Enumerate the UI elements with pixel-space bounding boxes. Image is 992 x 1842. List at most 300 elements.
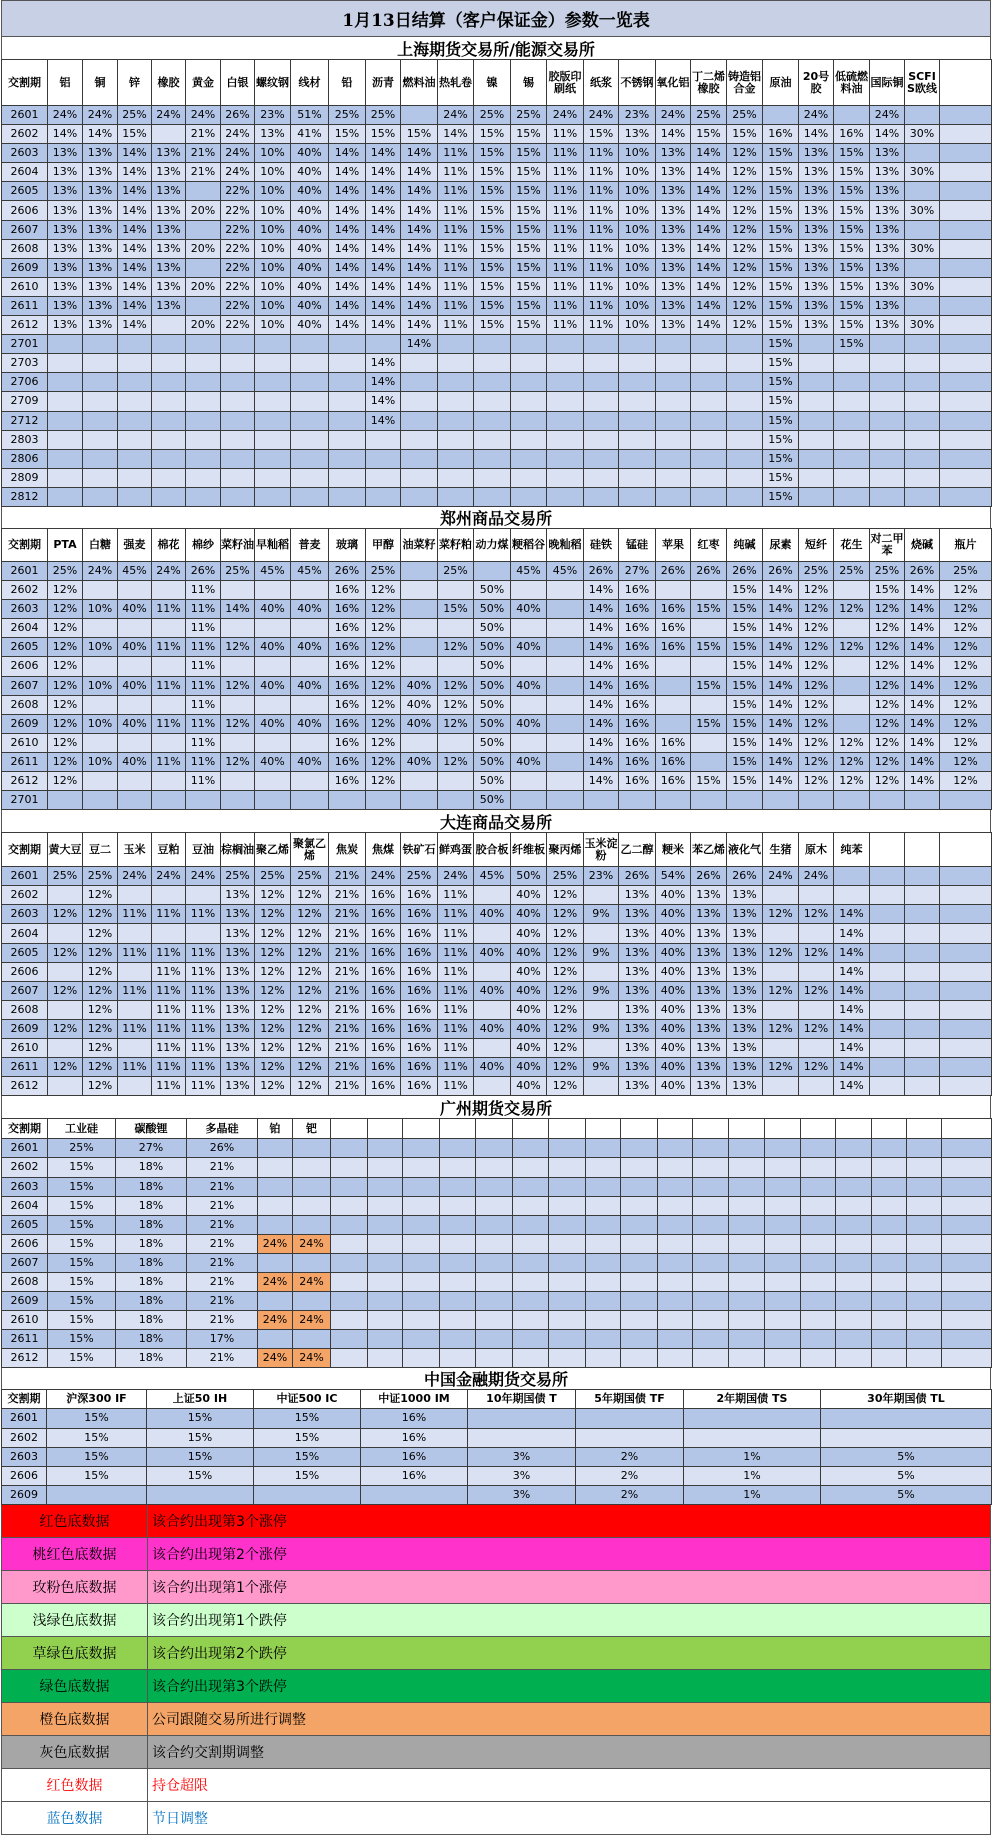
margin-rate-cell [255,791,291,810]
margin-rate-cell: 12% [547,1039,584,1058]
margin-rate-cell: 14% [366,163,401,182]
margin-rate-cell [836,1196,872,1215]
margin-rate-cell [691,335,727,354]
margin-rate-cell: 25% [221,867,255,886]
column-header [440,1119,476,1139]
margin-rate-cell [658,1311,693,1330]
margin-rate-cell: 16% [401,1000,438,1019]
margin-rate-cell: 15% [727,638,763,657]
margin-rate-cell: 40% [511,924,547,943]
margin-rate-cell [940,411,992,430]
margin-rate-cell: 12% [255,1058,291,1077]
table-row [2,791,992,810]
margin-rate-cell: 15% [366,125,401,144]
delivery-period-cell: 2709 [2,392,48,411]
margin-rate-cell: 11% [152,1000,186,1019]
margin-rate-cell [152,335,186,354]
margin-rate-cell: 10% [83,676,118,695]
column-header: 交割期 [2,1119,48,1139]
margin-rate-cell [368,1215,403,1234]
margin-rate-cell: 14% [656,125,691,144]
margin-rate-cell [258,1139,293,1158]
margin-rate-cell [658,1158,693,1177]
legend-row [1,1571,991,1604]
margin-rate-cell: 13% [152,182,186,201]
margin-rate-cell [940,791,992,810]
column-header: 瓶片 [940,528,992,561]
margin-rate-cell: 15% [474,144,511,163]
legend-row [1,1802,991,1835]
margin-rate-cell: 14% [763,657,799,676]
margin-rate-cell: 14% [118,201,152,220]
margin-rate-cell: 15% [48,1234,116,1253]
margin-rate-cell: 15% [48,1330,116,1349]
column-header: 胶合板 [474,833,511,867]
table-czce [1,528,992,810]
delivery-period-cell: 2604 [2,1196,48,1215]
margin-rate-cell [186,335,221,354]
margin-rate-cell: 13% [152,220,186,239]
margin-rate-cell [291,695,329,714]
margin-rate-cell [693,1215,729,1234]
margin-rate-cell: 25% [940,561,992,580]
margin-rate-cell: 40% [401,752,438,771]
margin-rate-cell [83,354,118,373]
margin-rate-cell: 15% [511,144,547,163]
column-header: 粳稻谷 [511,528,547,561]
table-row [2,943,992,962]
margin-rate-cell [440,1253,476,1272]
margin-rate-cell: 15% [474,296,511,315]
margin-rate-cell: 15% [763,392,799,411]
margin-rate-cell: 50% [474,695,511,714]
legend-description: 该合约出现第2个跌停 [152,1645,287,1662]
margin-rate-cell: 12% [763,1019,799,1038]
margin-rate-cell [905,468,940,487]
column-header: 纤维板 [511,833,547,867]
legend-row [1,1736,991,1769]
margin-rate-cell [940,1019,992,1038]
margin-rate-cell [476,1272,513,1291]
margin-rate-cell [584,373,619,392]
margin-rate-cell [870,1058,905,1077]
margin-rate-cell: 12% [48,600,83,619]
margin-rate-cell [765,1311,801,1330]
margin-rate-cell [403,1253,440,1272]
margin-rate-cell: 14% [83,125,118,144]
margin-rate-cell [907,1158,942,1177]
margin-rate-cell: 11% [152,714,186,733]
margin-rate-cell: 12% [547,962,584,981]
margin-rate-cell [872,1234,907,1253]
margin-rate-cell: 12% [83,1000,118,1019]
margin-rate-cell: 12% [547,886,584,905]
margin-rate-cell: 13% [221,1039,255,1058]
margin-rate-cell: 15% [474,163,511,182]
margin-rate-cell [691,449,727,468]
margin-rate-cell: 11% [438,924,474,943]
margin-rate-cell [152,619,186,638]
margin-rate-cell [905,182,940,201]
table-row [2,1058,992,1077]
margin-rate-cell: 14% [366,316,401,335]
margin-rate-cell: 11% [118,943,152,962]
margin-rate-cell: 25% [401,867,438,886]
margin-rate-cell [905,373,940,392]
margin-rate-cell: 14% [834,1077,870,1096]
margin-rate-cell: 9% [584,1019,619,1038]
margin-rate-cell [118,411,152,430]
margin-rate-cell: 16% [366,905,401,924]
margin-rate-cell [152,430,186,449]
margin-rate-cell [329,430,366,449]
margin-rate-cell: 18% [116,1330,187,1349]
margin-rate-cell: 10% [83,600,118,619]
column-header: 焦煤 [366,833,401,867]
delivery-period-cell: 2701 [2,335,48,354]
margin-rate-cell: 30% [905,277,940,296]
margin-rate-cell [940,867,992,886]
margin-rate-cell: 25% [474,106,511,125]
margin-rate-cell [511,619,547,638]
margin-rate-cell: 40% [511,638,547,657]
table-row [2,600,992,619]
margin-rate-cell [834,867,870,886]
margin-rate-cell [549,1311,586,1330]
margin-rate-cell [152,733,186,752]
margin-rate-cell: 12% [255,924,291,943]
margin-rate-cell: 17% [187,1330,258,1349]
margin-rate-cell: 14% [329,258,366,277]
margin-rate-cell: 13% [799,258,834,277]
margin-rate-cell: 21% [186,125,221,144]
margin-rate-cell: 40% [511,886,547,905]
margin-rate-cell: 13% [152,277,186,296]
margin-rate-cell: 13% [48,258,83,277]
margin-rate-cell [291,354,329,373]
margin-rate-cell: 13% [799,316,834,335]
margin-rate-cell: 2% [576,1447,684,1466]
margin-rate-cell [511,581,547,600]
margin-rate-cell: 21% [329,886,366,905]
margin-rate-cell [401,581,438,600]
margin-rate-cell [118,733,152,752]
margin-rate-cell: 12% [366,600,401,619]
margin-rate-cell: 13% [727,1019,763,1038]
margin-rate-cell: 12% [255,962,291,981]
column-header: 棉纱 [186,528,221,561]
legend-row [1,1703,991,1736]
margin-rate-cell [118,354,152,373]
column-header: 聚乙烯 [255,833,291,867]
margin-rate-cell [763,1039,799,1058]
column-header [801,1119,836,1139]
margin-rate-cell: 21% [329,1077,366,1096]
column-header: 热轧卷 [438,60,474,106]
margin-rate-cell: 13% [83,182,118,201]
margin-rate-cell: 54% [656,867,691,886]
margin-rate-cell [152,125,186,144]
margin-rate-cell [942,1330,992,1349]
margin-rate-cell: 13% [691,905,727,924]
margin-rate-cell: 15% [48,1349,116,1368]
margin-rate-cell: 14% [905,714,940,733]
margin-rate-cell: 15% [763,316,799,335]
margin-rate-cell: 14% [834,924,870,943]
margin-rate-cell: 23% [584,867,619,886]
margin-rate-cell [872,1253,907,1272]
margin-rate-cell [83,430,118,449]
margin-rate-cell: 27% [619,561,656,580]
margin-rate-cell: 14% [763,733,799,752]
margin-rate-cell [513,1158,549,1177]
margin-rate-cell [476,1158,513,1177]
margin-rate-cell [438,354,474,373]
margin-rate-cell: 12% [940,657,992,676]
table-row [2,277,992,296]
margin-rate-cell: 50% [474,581,511,600]
margin-rate-cell [693,1234,729,1253]
margin-rate-cell [186,258,221,277]
delivery-period-cell: 2606 [2,1234,48,1253]
margin-rate-cell [403,1311,440,1330]
margin-rate-cell [258,1253,293,1272]
margin-rate-cell [691,581,727,600]
margin-rate-cell [799,886,834,905]
delivery-period-cell: 2606 [2,962,48,981]
margin-rate-cell [547,430,584,449]
margin-rate-cell: 12% [799,619,834,638]
margin-rate-cell: 11% [584,201,619,220]
legend-description: 该合约出现第2个涨停 [152,1546,287,1563]
margin-rate-cell: 15% [763,354,799,373]
margin-rate-cell: 15% [47,1447,147,1466]
delivery-period-cell: 2609 [2,714,48,733]
margin-rate-cell: 13% [83,144,118,163]
margin-rate-cell: 24% [293,1234,331,1253]
margin-rate-cell: 30% [905,163,940,182]
margin-rate-cell: 14% [834,1039,870,1058]
margin-rate-cell [403,1139,440,1158]
margin-rate-cell [940,392,992,411]
margin-rate-cell: 13% [727,1058,763,1077]
margin-rate-cell: 26% [905,561,940,580]
margin-rate-cell [942,1349,992,1368]
delivery-period-cell: 2610 [2,733,48,752]
column-header: 铅 [329,60,366,106]
margin-rate-cell: 14% [905,676,940,695]
margin-rate-cell: 14% [584,733,619,752]
margin-rate-cell: 15% [474,220,511,239]
margin-rate-cell: 14% [763,752,799,771]
margin-rate-cell: 12% [763,905,799,924]
margin-rate-cell [186,373,221,392]
margin-rate-cell: 12% [255,1077,291,1096]
margin-rate-cell: 11% [438,1058,474,1077]
margin-rate-cell: 12% [366,772,401,791]
margin-rate-cell: 14% [584,714,619,733]
margin-rate-cell [763,791,799,810]
margin-rate-cell: 21% [329,867,366,886]
column-header: 铁矿石 [401,833,438,867]
margin-rate-cell: 14% [401,182,438,201]
margin-rate-cell [801,1311,836,1330]
margin-rate-cell: 12% [940,581,992,600]
margin-rate-cell [801,1158,836,1177]
delivery-period-cell: 2609 [2,258,48,277]
column-header: 短纤 [799,528,834,561]
margin-rate-cell [870,886,905,905]
margin-rate-cell [255,581,291,600]
margin-rate-cell: 12% [834,638,870,657]
margin-rate-cell: 13% [221,886,255,905]
margin-rate-cell: 16% [834,125,870,144]
margin-rate-cell: 15% [727,676,763,695]
column-header: 烧碱 [905,528,940,561]
margin-rate-cell: 12% [438,676,474,695]
margin-rate-cell: 16% [329,772,366,791]
margin-rate-cell [547,733,584,752]
table-row [2,258,992,277]
margin-rate-cell [152,373,186,392]
margin-rate-cell [834,430,870,449]
margin-rate-cell [801,1139,836,1158]
margin-rate-cell [255,468,291,487]
margin-rate-cell: 15% [511,258,547,277]
column-header [836,1119,872,1139]
margin-rate-cell: 13% [619,924,656,943]
margin-rate-cell: 15% [511,163,547,182]
margin-rate-cell: 40% [656,1000,691,1019]
margin-rate-cell: 15% [474,125,511,144]
margin-rate-cell [940,1039,992,1058]
margin-rate-cell: 30% [905,201,940,220]
margin-rate-cell: 40% [291,714,329,733]
margin-rate-cell [366,791,401,810]
column-header: 胶版印刷纸 [547,60,584,106]
margin-rate-cell: 16% [401,886,438,905]
margin-rate-cell: 21% [329,1019,366,1038]
margin-rate-cell: 24% [186,106,221,125]
margin-rate-cell: 14% [905,657,940,676]
margin-rate-cell [468,1428,576,1447]
margin-rate-cell: 11% [438,905,474,924]
margin-rate-cell: 13% [870,144,905,163]
margin-rate-cell: 14% [905,695,940,714]
margin-rate-cell: 15% [47,1409,147,1428]
margin-rate-cell: 15% [834,316,870,335]
margin-rate-cell: 15% [763,201,799,220]
margin-rate-cell: 11% [584,220,619,239]
margin-rate-cell: 12% [291,1000,329,1019]
header-row [2,60,992,106]
margin-rate-cell [905,1077,940,1096]
margin-rate-cell [691,657,727,676]
delivery-period-cell: 2609 [2,1292,48,1311]
legend-label: 橙色底数据 [2,1703,148,1735]
margin-rate-cell [872,1196,907,1215]
margin-rate-cell: 11% [547,220,584,239]
column-header [870,833,905,867]
delivery-period-cell: 2610 [2,1039,48,1058]
margin-rate-cell: 11% [152,981,186,1000]
margin-rate-cell [474,468,511,487]
margin-rate-cell: 12% [438,714,474,733]
margin-rate-cell: 14% [691,239,727,258]
margin-rate-cell [870,791,905,810]
margin-rate-cell [940,905,992,924]
margin-rate-cell: 12% [366,676,401,695]
margin-rate-cell: 12% [940,676,992,695]
margin-rate-cell [836,1215,872,1234]
margin-rate-cell [691,354,727,373]
delivery-period-cell: 2612 [2,1077,48,1096]
margin-rate-cell: 12% [834,733,870,752]
margin-rate-cell: 2% [576,1485,684,1504]
delivery-period-cell: 2601 [2,867,48,886]
margin-rate-cell: 13% [691,981,727,1000]
margin-rate-cell [586,1330,621,1349]
column-header [729,1119,765,1139]
margin-rate-cell [474,962,511,981]
margin-rate-cell [905,905,940,924]
margin-rate-cell [691,411,727,430]
margin-rate-cell [834,886,870,905]
margin-rate-cell [401,411,438,430]
margin-rate-cell: 15% [727,714,763,733]
margin-rate-cell [48,791,83,810]
delivery-period-cell: 2608 [2,1272,48,1291]
margin-rate-cell [799,430,834,449]
column-header: 聚丙烯 [547,833,584,867]
column-header: 沥青 [366,60,401,106]
delivery-period-cell: 2606 [2,657,48,676]
margin-rate-cell [83,487,118,506]
margin-rate-cell: 12% [48,695,83,714]
margin-rate-cell: 40% [291,144,329,163]
delivery-period-cell: 2604 [2,924,48,943]
margin-rate-cell [870,354,905,373]
margin-rate-cell [907,1349,942,1368]
margin-rate-cell: 13% [870,277,905,296]
margin-rate-cell [691,487,727,506]
margin-rate-cell: 12% [366,714,401,733]
margin-rate-cell: 14% [691,182,727,201]
margin-rate-cell: 11% [152,1019,186,1038]
margin-rate-cell: 15% [474,239,511,258]
margin-rate-cell [255,335,291,354]
delivery-period-cell: 2611 [2,296,48,315]
margin-rate-cell [547,392,584,411]
margin-rate-cell [907,1311,942,1330]
margin-rate-cell: 12% [940,638,992,657]
margin-rate-cell: 16% [656,752,691,771]
margin-rate-cell: 13% [870,258,905,277]
margin-rate-cell [331,1139,368,1158]
margin-rate-cell [368,1139,403,1158]
margin-rate-cell: 22% [221,201,255,220]
margin-rate-cell [474,354,511,373]
margin-rate-cell [291,411,329,430]
margin-rate-cell [872,1292,907,1311]
margin-rate-cell: 25% [48,561,83,580]
column-header: 苹果 [656,528,691,561]
delivery-period-cell: 2601 [2,1409,47,1428]
margin-rate-cell: 11% [584,258,619,277]
margin-rate-cell: 14% [763,695,799,714]
margin-rate-cell [438,791,474,810]
margin-rate-cell: 12% [547,905,584,924]
